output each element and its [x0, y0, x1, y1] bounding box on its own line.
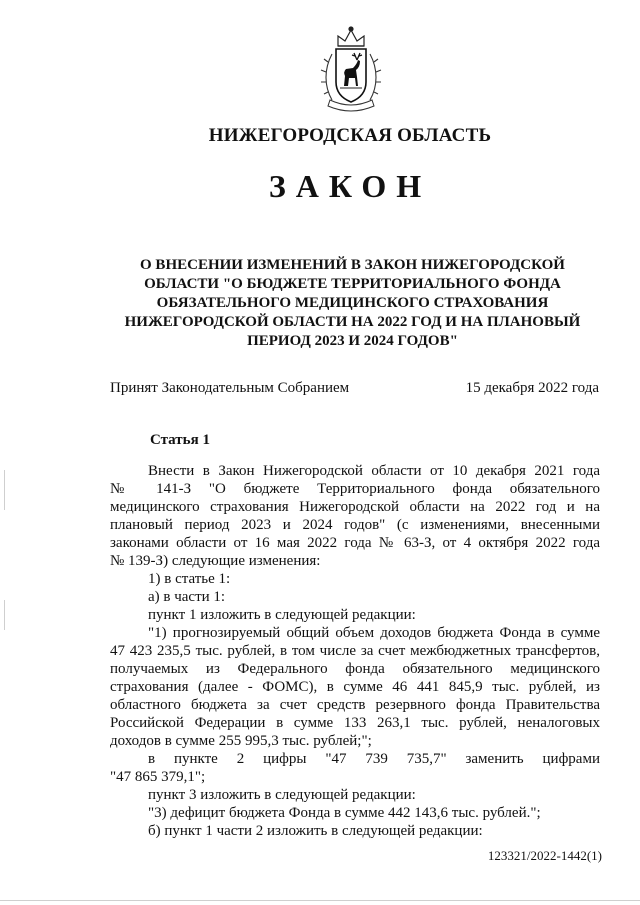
region-name: НИЖЕГОРОДСКАЯ ОБЛАСТЬ: [208, 125, 492, 146]
law-title-line: ОБЯЗАТЕЛЬНОГО МЕДИЦИНСКОГО СТРАХОВАНИЯ: [156, 295, 549, 311]
body-line: медицинского страхования Нижегородской области на 2022 год и на: [110, 499, 600, 515]
body-line: № 139-З) следующие изменения:: [110, 553, 321, 569]
body-line: "47 865 379,1";: [110, 769, 206, 785]
document-type: ЗАКОН: [268, 168, 432, 204]
document-number: 123321/2022-1442(1): [487, 848, 602, 863]
scan-artifact: [0, 900, 640, 901]
body-line: 47 423 235,5 тыс. рублей, в том числе за счет межбюджетных трансфертов,: [110, 643, 600, 659]
law-title-line: ПЕРИОД 2023 И 2024 ГОДОВ": [247, 333, 458, 349]
body-line: законами области от 16 мая 2022 года № 63-З, от 4 октября 2022 года: [110, 535, 600, 551]
body-line: "3) дефицит бюджета Фонда в сумме 442 143,6 тыс. рублей.";: [148, 805, 541, 821]
accepted-by-text: Принят Законодательным Собранием: [110, 380, 350, 396]
body-line: б) пункт 1 части 2 изложить в следующей редакции:: [148, 823, 483, 839]
law-title-line: НИЖЕГОРОДСКОЙ ОБЛАСТИ НА 2022 ГОД И НА ПЛАНОВЫЙ: [124, 314, 581, 330]
accepted-date: 15 декабря 2022 года: [465, 380, 599, 396]
body-line: пункт 3 изложить в следующей редакции:: [148, 787, 416, 803]
scan-artifact: [4, 600, 5, 630]
body-line: доходов в сумме 255 995,3 тыс. рублей;";: [110, 733, 372, 749]
body-line: областного бюджета за счет средств резервного фонда Правительства: [110, 697, 600, 713]
article-body: [110, 462, 600, 840]
law-title-line: ОБЛАСТИ "О БЮДЖЕТЕ ТЕРРИТОРИАЛЬНОГО ФОНДА: [144, 276, 561, 292]
body-line: в пункте 2 цифры "47 739 735,7" заменить цифрами: [148, 751, 600, 767]
body-line: "1) прогнозируемый общий объем доходов бюджета Фонда в сумме: [148, 625, 600, 641]
body-line: плановый период 2023 и 2024 годов" (с изменениями, внесенными: [110, 517, 600, 533]
body-line: пункт 1 изложить в следующей редакции:: [148, 607, 416, 623]
body-line: получаемых из Федерального фонда обязательного медицинского: [110, 661, 600, 677]
body-line: № 141-З "О бюджете Территориального фонда обязательного: [110, 481, 600, 497]
article-heading: Статья 1: [150, 432, 210, 448]
scan-artifact: [4, 470, 5, 510]
body-line: 1) в статье 1:: [148, 571, 231, 587]
body-line: страхования (далее - ФОМС), в сумме 46 441 845,9 тыс. рублей, из: [110, 679, 600, 695]
law-title: [120, 256, 585, 351]
body-line: Российской Федерации в сумме 133 263,1 тыс. рублей, неналоговых: [110, 715, 600, 731]
law-title-line: О ВНЕСЕНИИ ИЗМЕНЕНИЙ В ЗАКОН НИЖЕГОРОДСКОЙ: [140, 257, 565, 273]
body-line: Внести в Закон Нижегородской области от 10 декабря 2021 года: [148, 463, 600, 479]
coat-of-arms-icon: [318, 24, 384, 116]
body-line: а) в части 1:: [148, 589, 226, 605]
